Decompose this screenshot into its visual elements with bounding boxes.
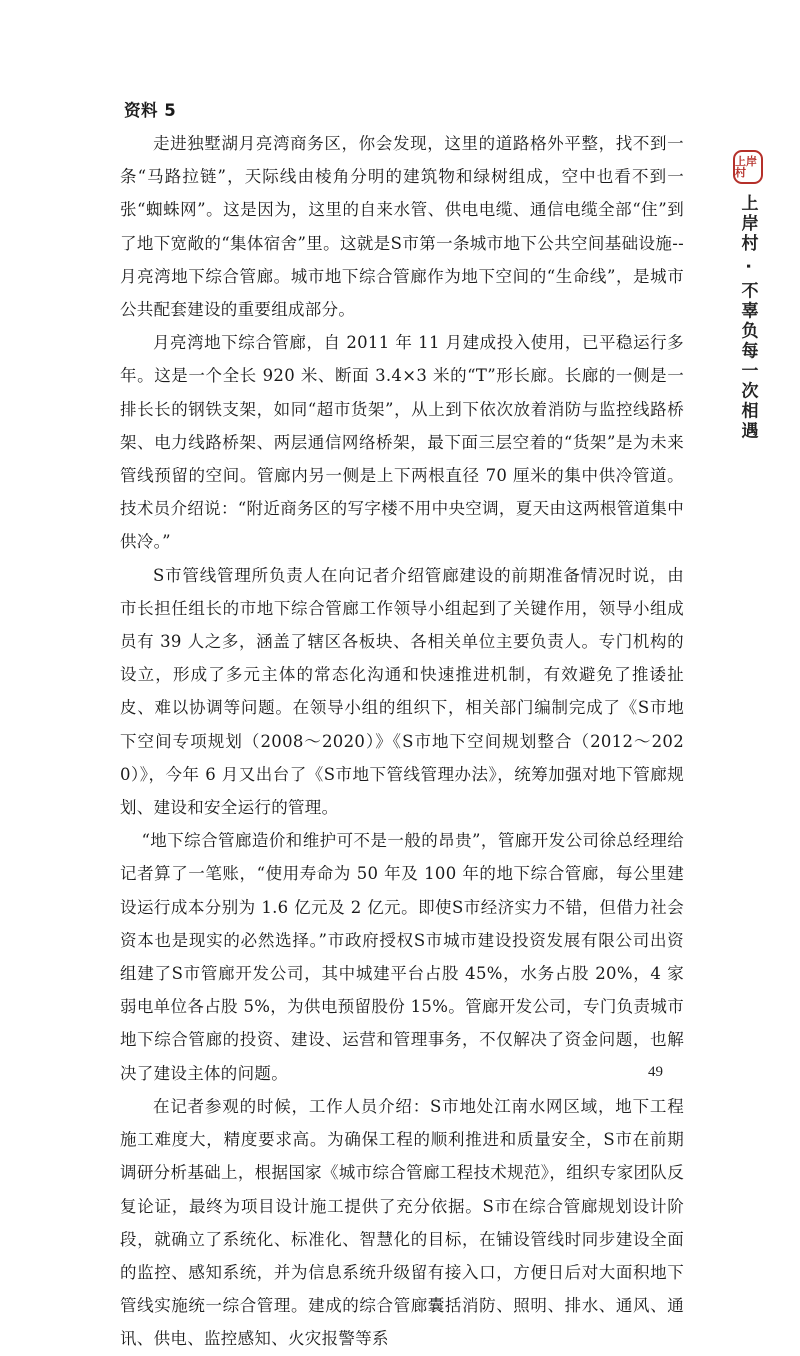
side-brand <box>728 150 768 441</box>
paragraph-5: 在记者参观的时候，工作人员介绍：S市地处江南水网区域，地下工程施工难度大，精度要求高。为确保工程的顺利推进和质量安全，S市在前期调研分析基础上，根据国家《城市综合管廊工程技术规范》，组织专家团队反复论证，最终为项目设计施工提供了充分依据。S市在综合管廊规划设计阶段，就确立了系统化、标准化、智慧化的目标，在铺设管线时同步建设全面的监控、感知系统，并为信息系统升级留有接入口，方便日后对大面积地下管线实施统一综合管理。建成的综合管廊囊括消防、照明、排水、通风、通讯、供电、监控感知、火灾报警等系 <box>120 1096 684 1349</box>
brand-slogan: 上岸村 · 不辜负每一次相遇 <box>737 194 758 442</box>
brand-seal-icon: 上岸村 <box>733 150 763 184</box>
section-title: 资料 5 <box>124 101 177 120</box>
paragraph-3: S市管线管理所负责人在向记者介绍管廊建设的前期准备情况时说，由市长担任组长的市地下综合管廊工作领导小组起到了关键作用，领导小组成员有 39 人之多，涵盖了辖区各板块、各相关单位主要负责人。专门机构的设立，形成了多元主体的常态化沟通和快速推进机制，有效避免了推诿扯皮、难以协调等问题。在领导小组的组织下，相关部门编制完成了《S市地下空间专项规划（2008～2020）》《S市地下空间规划整合（2012～2020）》，今年 6 月又出台了《S市地下管线管理办法》，统筹加强对地下管廊规划、建设和安全运行的管理。 <box>120 565 684 818</box>
page-body <box>120 94 684 1356</box>
paragraph-2: 月亮湾地下综合管廊，自 2011 年 11 月建成投入使用，已平稳运行多年。这是一个全长 920 米、断面 3.4×3 米的“T”形长廊。长廊的一侧是一排长长的钢铁支架，如同“超市货架”，从上到下依次放着消防与监控线路桥架、电力线路桥架、两层通信网络桥架，最下面三层空着的“货架”是为未来管线预留的空间。管廊内另一侧是上下两根直径 70 厘米的集中供冷管道。技术员介绍说：“附近商务区的写字楼不用中央空调，夏天由这两根管道集中供冷。” <box>120 333 684 552</box>
paragraph-1: 走进独墅湖月亮湾商务区，你会发现，这里的道路格外平整，找不到一条“马路拉链”，天际线由棱角分明的建筑物和绿树组成，空中也看不到一张“蜘蛛网”。这是因为，这里的自来水管、供电电缆、通信电缆全部“住”到了地下宽敞的“集体宿舍”里。这就是S市第一条城市地下公共空间基础设施--月亮湾地下综合管廊。城市地下综合管廊作为地下空间的“生命线”，是城市公共配套建设的重要组成部分。 <box>120 134 684 320</box>
page-number: 49 <box>648 1064 663 1080</box>
paragraph-4: “地下综合管廊造价和维护可不是一般的昂贵”，管廊开发公司徐总经理给记者算了一笔账，“使用寿命为 50 年及 100 年的地下综合管廊，每公里建设运行成本分别为 1.6 亿元及 2 亿元。即使S市经济实力不错，但借力社会资本也是现实的必然选择。”市政府授权S市城市建设投资发展有限公司出资组建了S市管廊开发公司，其中城建平台占股 45%，水务占股 20%，4 家弱电单位各占股 5%，为供电预留股份 15%。管廊开发公司，专门负责城市地下综合管廊的投资、建设、运营和管理事务，不仅解决了资金问题，也解决了建设主体的问题。 <box>120 831 684 1083</box>
